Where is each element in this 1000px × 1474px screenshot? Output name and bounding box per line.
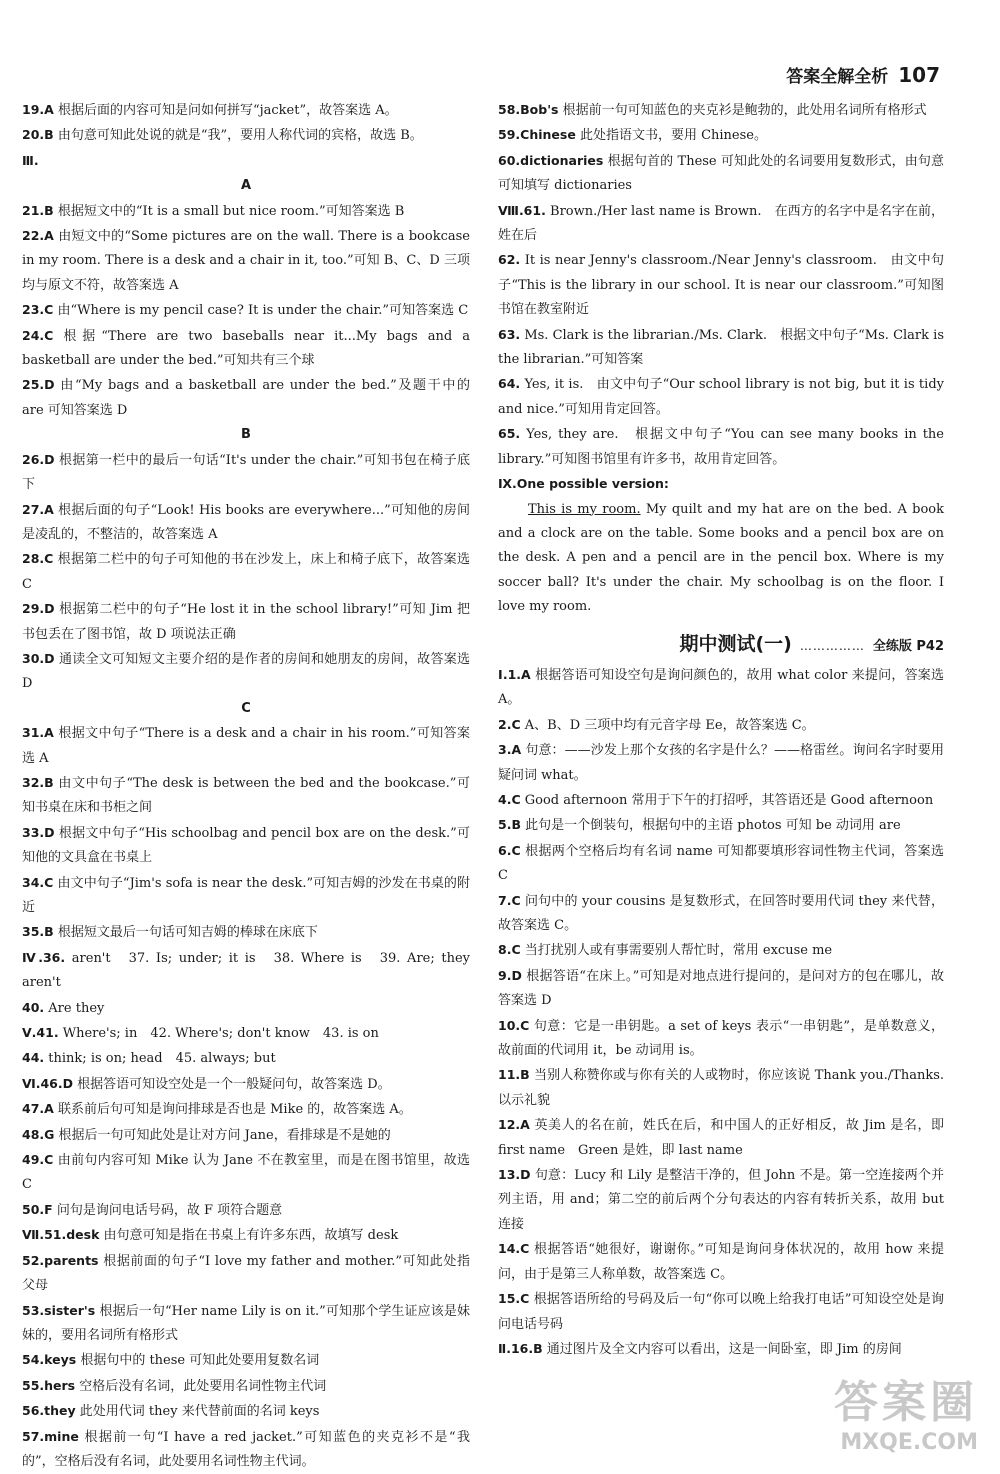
answer-key: 12.A [498,1117,530,1133]
answer-key: 47.A [22,1101,54,1117]
answer-item [22,996,470,1021]
answer-explanation: 此处指语文书，要用 Chinese。 [579,128,767,144]
answer-explanation: 问句是询问电话号码，故 F 项符合题意 [56,1202,283,1218]
answer-item [498,123,944,148]
answer-key: 55.hers [22,1377,76,1393]
answer-item [498,472,944,497]
answer-explanation: A、B、D 三项中均有元音字母 Ee，故答案选 C。 [524,717,815,733]
answer-key: 9.D [498,967,522,983]
watermark-logo [768,1366,978,1456]
answer-explanation: 根据答语所给的号码及后一句“你可以晚上给我打电话”可知设空处是询问电话号码 [498,1292,944,1332]
answer-explanation: 由“Where is my pencil case? It is under the chair.”可知答案选 C [57,303,469,319]
test-reference: 全练版 P42 [872,638,944,654]
answer-key: 11.B [498,1067,530,1083]
answer-explanation: 通读全文可知短文主要介绍的是作者的房间和她朋友的房间，故答案选 D [22,651,470,692]
answer-key: 54.keys [22,1352,77,1368]
answer-item [22,1123,470,1148]
answer-item [22,647,470,697]
answer-key: 10.C [498,1017,530,1033]
answer-key: 6.C [498,842,521,858]
answer-key: 30.D [22,650,55,666]
answer-key: 25.D [22,377,55,393]
answer-key: 49.C [22,1152,54,1168]
answer-key: 19.A [22,102,54,117]
answer-key: 13.D [498,1167,531,1183]
answer-item [22,771,470,821]
answer-item [22,1425,470,1474]
answer-explanation: 根据后面的内容可知是问如何拼写“jacket”，故答案选 A。 [57,103,398,118]
answer-explanation: 根据第二栏中的句子可知他的书在沙发上，床上和椅子底下，故答案选 C [22,552,470,592]
answer-explanation: Yes, they are. 根据文中句子“You can see many books in the library.”可知图书馆里有许多书，故用肯定回答。 [498,427,944,467]
answer-item [498,1113,944,1163]
answer-item [22,448,470,498]
answer-key: 62. [498,252,521,268]
answer-explanation: 根据句中的 these 可知此处要用复数名词 [80,1353,320,1369]
answer-item [22,721,470,771]
answer-explanation: 根据答语可知设空句是询问颜色的，故用 what color 来提问，答案选 A。 [498,667,944,708]
answer-explanation: 通过图片及全文内容可以看出，这是一间卧室，即 Jim 的房间 [546,1341,902,1357]
answer-explanation: Where's; in 42. Where's; don't know 43. is on [62,1026,379,1042]
answer-key: Ⅱ.16.B [498,1340,543,1356]
answer-key: 28.C [22,551,54,567]
answer-item [22,1374,470,1399]
answer-explanation: It is near Jenny's classroom./Near Jenny's classroom. 由文中句子“This is the library in our school. It is near our classroom.”可知图书馆在教室附近 [498,253,944,318]
answer-explanation: 根据后面的句子“Look! His books are everywhere...”可知他的房间是凌乱的，不整洁的，故答案选 A [22,502,470,542]
answer-item [22,1223,470,1248]
answer-key: 57.mine [22,1428,79,1444]
answer-item [498,788,944,813]
answer-key: 7.C [498,892,521,908]
answer-item [22,871,470,921]
answer-key: 4.C [498,791,521,807]
header-title: 答案全解全析 [786,67,889,87]
answer-explanation: 根据前面的句子“I love my father and mother.”可知此处指父母 [22,1253,470,1294]
answer-item [498,372,944,422]
answer-explanation: 根据短文最后一句话可知吉姆的棒球在床底下 [57,925,318,941]
left-column [22,98,470,1474]
answer-explanation: Yes, it is. 由文中句子“Our school library is not big, but it is tidy and nice.”可知用肯定回答。 [498,377,944,417]
answer-explanation: 根据两个空格后均有名词 name 可知都要填形容词性物主代词，答案选 C [498,843,944,884]
answer-key: 23.C [22,302,54,318]
watermark-url: MXQE.COM [840,1430,978,1455]
answer-key: 60.dictionaries [498,152,604,168]
answer-key: 2.C [498,716,521,732]
answer-item [22,224,470,298]
answer-explanation: 此句是一个倒装句，根据句中的主语 photos 可知 be 动词用 are [525,818,901,834]
answer-item [498,1337,944,1362]
answer-key: 40. [22,999,45,1015]
answer-key: 32.B [22,774,54,790]
answer-key: 31.A [22,725,54,741]
answer-explanation: 根据句首的 These 可知此处的名词要用复数形式，由句意可知填写 dictionaries [498,153,944,194]
answer-item [498,738,944,788]
answer-key: Ⅷ.61. [498,202,546,218]
answer-item [22,1348,470,1373]
answer-explanation: 根据答语“她很好，谢谢你。”可知是询问身体状况的，故用 how 来提问，由于是第三人称单数，故答案选 C。 [498,1242,944,1282]
answer-item [498,422,944,472]
answer-item [22,1021,470,1046]
answer-key: Ⅰ.1.A [498,666,531,682]
answer-item [22,1249,470,1299]
answer-explanation: 当打扰别人或有事需要别人帮忙时，常用 excuse me [524,943,833,959]
answer-key: 3.A [498,742,522,758]
answer-key: 5.B [498,817,521,833]
answer-key: Ⅲ. [22,152,39,168]
section-heading: B [241,427,251,443]
answer-item [22,1198,470,1223]
answer-item [498,248,944,322]
answer-explanation: aren't 37. Is; under; it is 38. Where is 39. Are; they aren't [22,950,471,991]
answer-key: 34.C [22,874,54,890]
answer-key: 26.D [22,451,55,467]
answer-item [498,1063,944,1113]
answer-key: 59.Chinese [498,127,576,143]
answer-item [498,938,944,963]
answer-explanation: 根据文中句子“There is a desk and a chair in his room.”可知答案选 A [22,726,470,766]
answer-key: 27.A [22,501,54,517]
test-title-text: 期中测试(一) [679,632,792,655]
answer-explanation: 根据前一句可知蓝色的夹克衫是鲍勃的，此处用名词所有格形式 [562,103,927,118]
answer-key: 14.C [498,1241,530,1257]
answer-explanation: Are they [48,1000,105,1016]
answer-explanation: 根据答语可知设空处是一个一般疑问句，故答案选 D。 [77,1076,391,1092]
answer-explanation: 由句意可知此处说的就是“我”，要用人称代词的宾格，故选 B。 [57,128,423,144]
answer-item [498,199,944,249]
answer-key: Ⅴ.41. [22,1025,59,1041]
answer-item [22,946,470,996]
answer-item [22,199,470,224]
answer-key: 22.A [22,228,54,244]
answer-explanation: 句意：它是一串钥匙。a set of keys 表示“一串钥匙”，是单数意义，故前面的代词用 it，be 动词用 is。 [498,1018,944,1059]
answer-explanation: 根据短文中的“It is a small but nice room.”可知答案选 B [57,203,405,219]
answer-key: 8.C [498,942,521,958]
answer-item [22,1299,470,1349]
answer-item [498,98,944,123]
watermark-text: 答案圈 [834,1377,978,1428]
answer-item [22,821,470,871]
answer-explanation: 根据文中句子“His schoolbag and pencil box are on the desk.”可知他的文具盒在书桌上 [22,825,470,866]
answer-item [498,813,944,838]
answer-explanation: think; is on; head 45. always; but [48,1051,276,1067]
essay-title: This is my room. [528,501,641,517]
answer-item [498,1014,944,1064]
answer-key: 65. [498,426,521,442]
answer-explanation: 句意：——沙发上那个女孩的名字是什么？——格雷丝。询问名字时要用疑问词 what。 [498,743,944,783]
answer-explanation: Good afternoon 常用于下午的打招呼，其答语还是 Good afternoon [524,792,934,808]
answer-key: 20.B [22,127,54,143]
answer-item [22,547,470,597]
test-title [498,632,944,659]
answer-explanation: Ms. Clark is the librarian./Ms. Clark. 根据文中句子“Ms. Clark is the librarian.”可知答案 [498,327,944,368]
answer-item [22,1097,470,1122]
answer-item [22,1046,470,1071]
answer-explanation: 当别人称赞你或与你有关的人或物时，你应该说 Thank you./Thanks.以示礼貌 [498,1068,944,1108]
answer-key: 29.D [22,601,55,617]
page-header [786,62,940,87]
answer-explanation: 联系前后句可知是询问排球是否也是 Mike 的，故答案选 A。 [57,1102,412,1118]
answer-explanation: 由短文中的“Some pictures are on the wall. There is a bookcase in my room. There is a desk and a chair in it, too.”可知 B、C、D 三项均与原文不符，故答案选 A [22,229,470,293]
answer-item [498,1237,944,1287]
answer-item [22,149,470,174]
answer-item [22,498,470,548]
answer-explanation: 由前句内容可知 Mike 认为 Jane 不在教室里，而是在图书馆里，故选 C [22,1153,470,1193]
answer-item [498,889,944,939]
answer-item [22,373,470,423]
answer-key: 33.D [22,824,55,840]
answer-key: Ⅶ.51.desk [22,1227,100,1243]
section-heading: C [241,700,251,716]
answer-item [498,839,944,889]
answer-key: 44. [22,1050,45,1066]
answer-item [22,1399,470,1424]
answer-explanation: Brown./Her last name is Brown. 在西方的名字中是名字在前，姓在后 [498,203,945,244]
answer-explanation: 句意：Lucy 和 Lily 是整洁干净的，但 John 不是。第一空连接两个并列主语，用 and；第二空的前后两个分句表达的内容有转折关系，故用 but 连接 [498,1168,944,1232]
answer-key: 21.B [22,202,54,218]
essay-body: My quilt and my hat are on the bed. A book and a clock are on the table. Some books and a pencil box are on the desk. A pen and a pencil are in the pencil box. Where is my soccer ball? It's under the chair. My schoolbag is on the floor. I love my room. [498,501,944,615]
answer-explanation: 空格后没有名词，此处要用名词性物主代词 [79,1378,327,1394]
answer-item [498,1163,944,1237]
answer-item [498,1287,944,1337]
answer-explanation: 根据后一句“Her name Lily is on it.”可知那个学生证应该是妹妹的，要用名词所有格形式 [22,1303,470,1343]
answer-item [22,1148,470,1198]
answer-key: Ⅵ.46.D [22,1075,74,1091]
answer-key: 35.B [22,924,54,940]
answer-explanation: 根据第二栏中的句子“He lost it in the school library!”可知 Jim 把书包丢在了图书馆，故 D 项说法正确 [22,602,470,642]
answer-item [498,713,944,738]
answer-item [22,920,470,945]
answer-explanation: 根据后一句可知此处是让对方问 Jane，看排球是不是她的 [58,1127,391,1143]
answer-key: 53.sister's [22,1302,96,1318]
answer-key: 50.F [22,1201,53,1217]
answer-key: 56.they [22,1403,76,1419]
answer-item [22,98,470,123]
answer-key: 15.C [498,1291,530,1307]
answer-item [22,324,470,374]
answer-item [498,323,944,373]
leader-dots: …………… [799,638,865,653]
answer-explanation: 根据答语“在床上。”可知是对地点进行提问的，是问对方的包在哪儿，故答案选 D [498,968,944,1009]
answer-key: 58.Bob's [498,102,559,117]
answer-explanation: 由文中句子“Jim's sofa is near the desk.”可知吉姆的沙发在书桌的附近 [22,875,470,915]
answer-key: 24.C [22,327,54,343]
answer-key: 48.G [22,1126,55,1142]
answer-key: Ⅳ.36. [22,949,66,965]
answer-explanation: 由句意可知是指在书桌上有许多东西，故填写 desk [103,1228,399,1244]
answer-item [498,964,944,1014]
answer-item [22,597,470,647]
answer-item [498,149,944,199]
answer-item [498,663,944,713]
essay-paragraph [498,498,944,620]
answer-explanation: 根据前一句“I have a red jacket.”可知蓝色的夹克衫不是“我的”，空格后没有名词，此处要用名词性物主代词。 [22,1429,470,1469]
answer-key: 64. [498,376,521,392]
answer-key: 63. [498,326,521,342]
answer-explanation: 根据“There are two baseballs near it...My bags and a basketball are under the bed.”可知共有三个球 [22,328,470,369]
answer-explanation: 英美人的名在前，姓氏在后，和中国人的正好相反，故 Jim 是名，即 first name Green 是姓，即 last name [498,1118,944,1158]
answer-key: Ⅸ.One possible version: [498,476,669,492]
right-column [498,98,944,1362]
answer-item [22,123,470,148]
answer-explanation: 问句中的 your cousins 是复数形式，在回答时要用代词 they 来代替，故答案选 C。 [498,893,944,933]
answer-explanation: 此处用代词 they 来代替前面的名词 keys [79,1404,320,1420]
section-heading: A [240,178,252,194]
answer-explanation: 由“My bags and a basketball are under the bed.”及题干中的 are 可知答案选 D [22,378,470,418]
page-number: 107 [898,63,940,87]
answer-explanation: 根据第一栏中的最后一句话“It's under the chair.”可知书包在椅子底下 [22,452,470,493]
answer-explanation: 由文中句子“The desk is between the bed and the bookcase.”可知书桌在床和书柜之间 [22,775,470,816]
answer-item [22,1072,470,1097]
answer-key: 52.parents [22,1252,99,1268]
answer-item [22,298,470,323]
